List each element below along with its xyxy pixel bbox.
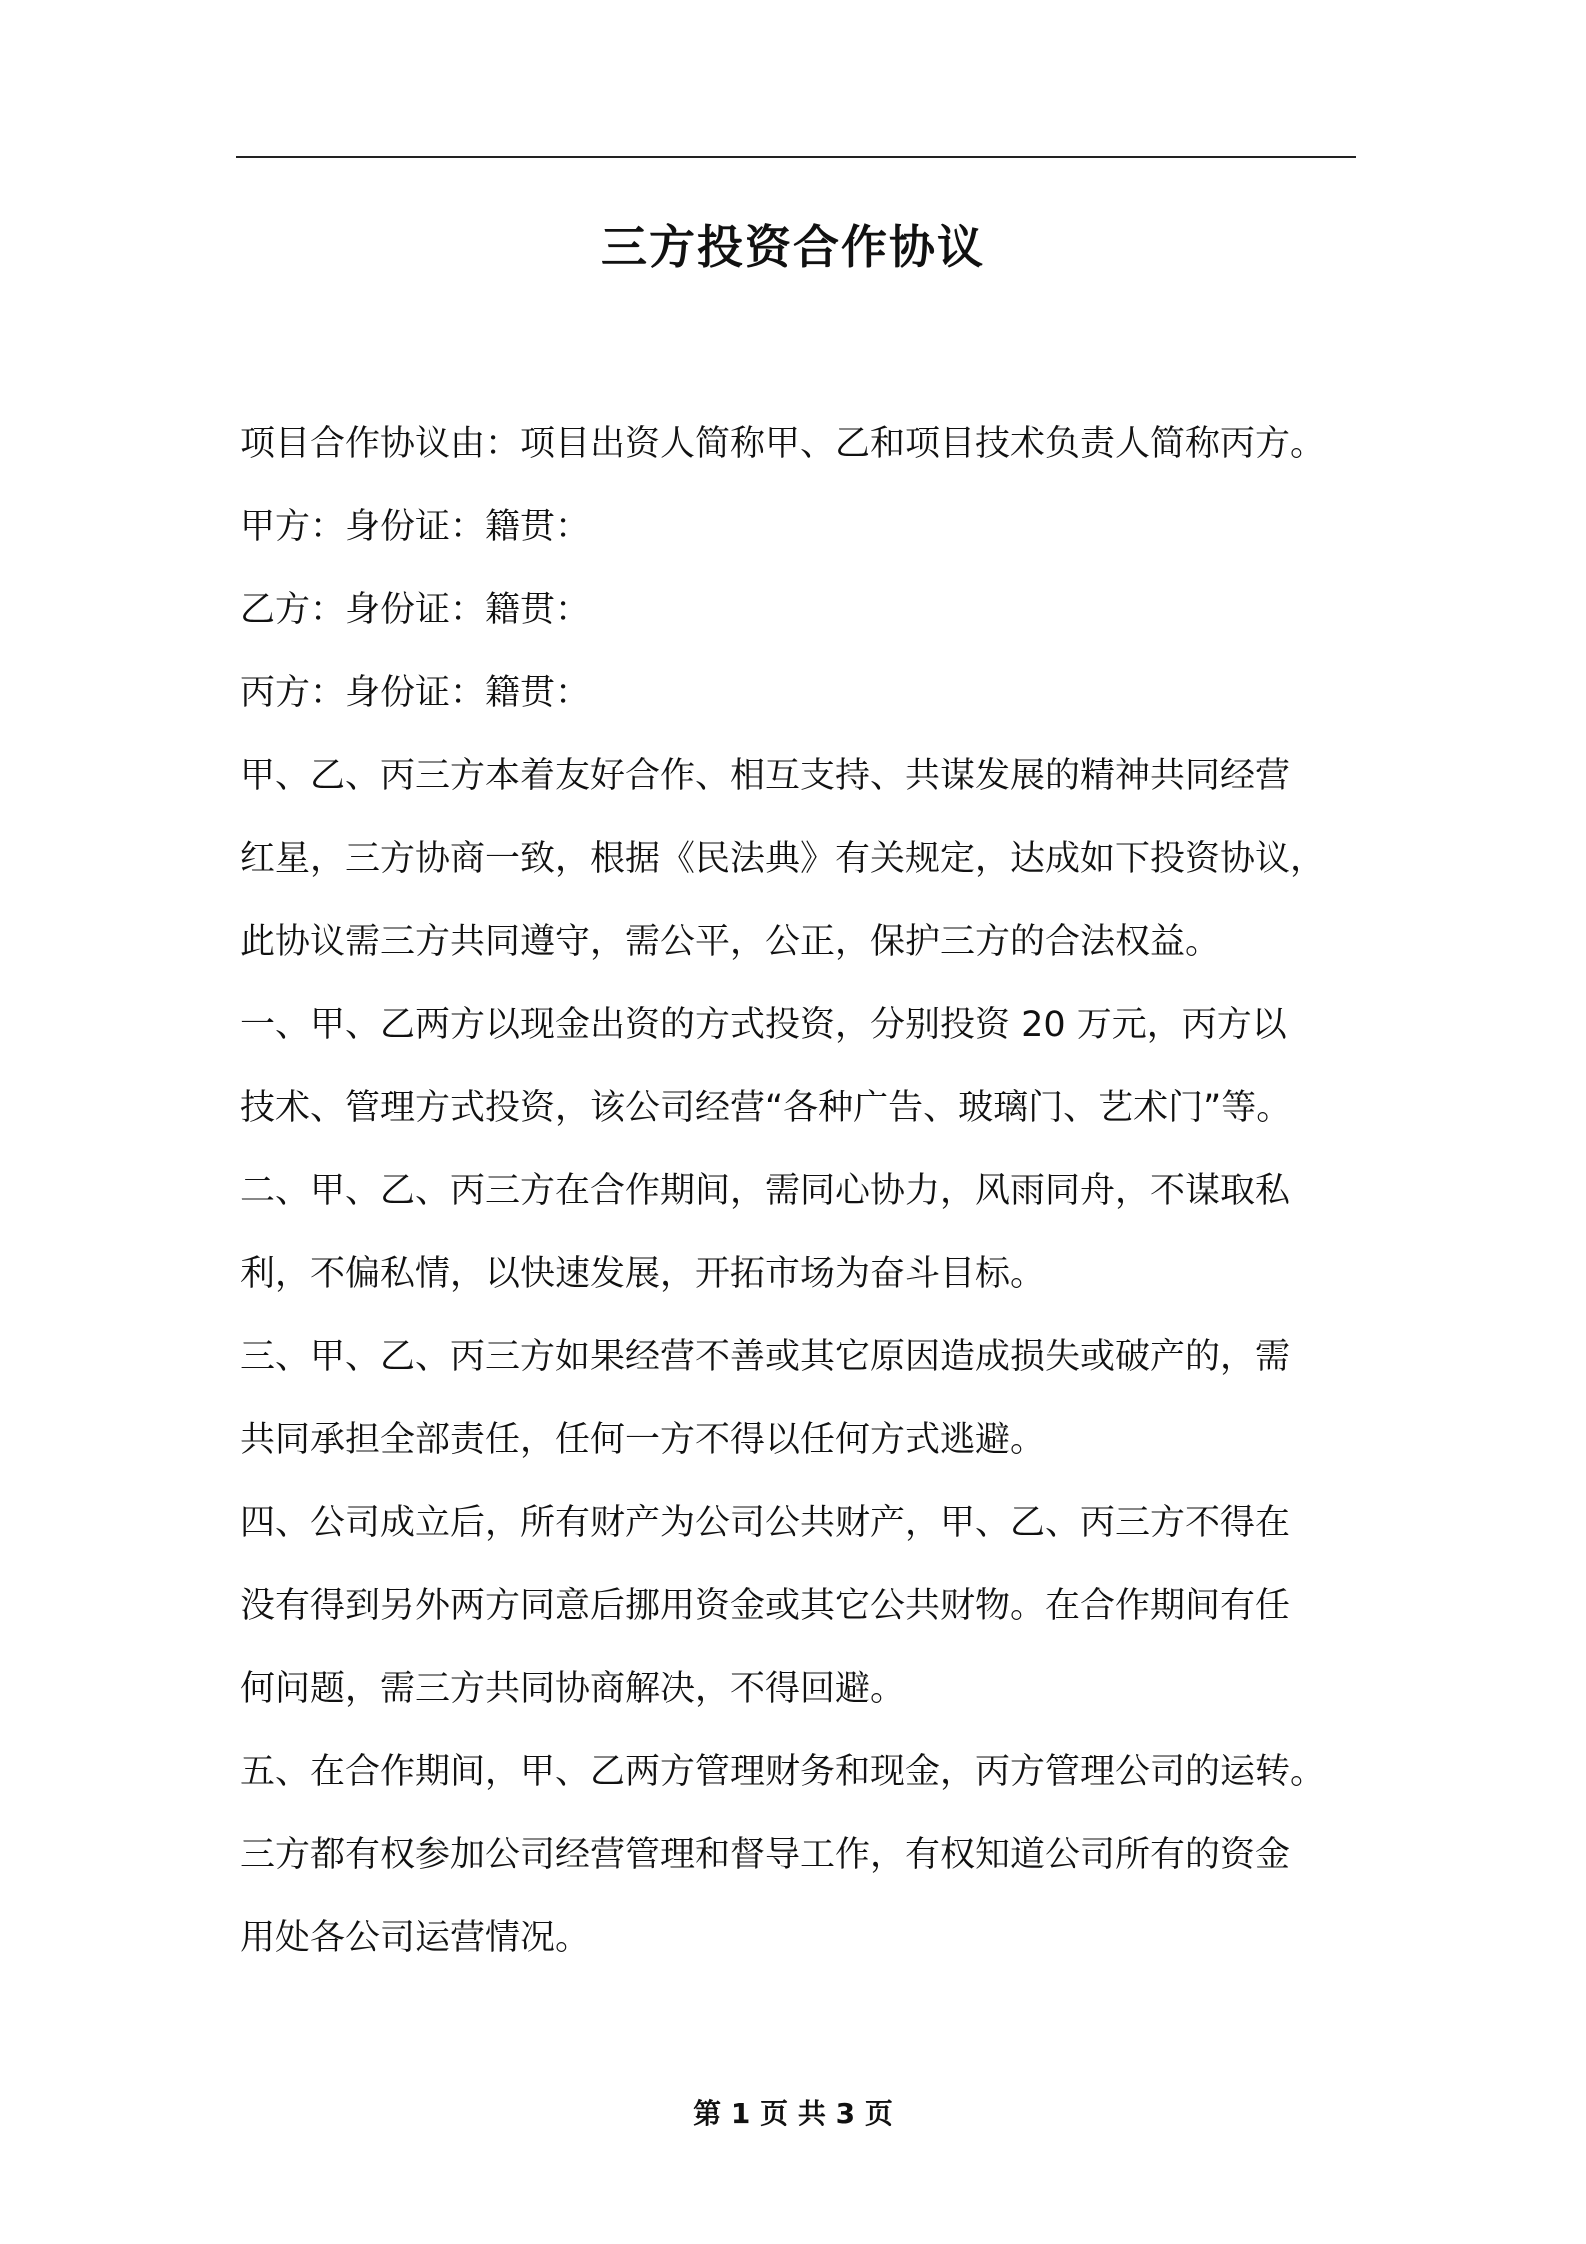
body-line: 利，不偏私情，以快速发展，开拓市场为奋斗目标。 bbox=[240, 1254, 1046, 1294]
document-title: 三方投资合作协议 bbox=[601, 220, 985, 274]
body-line: 二、甲、乙、丙三方在合作期间，需同心协力，风雨同舟，不谋取私 bbox=[240, 1171, 1291, 1211]
body-line: 一、甲、乙两方以现金出资的方式投资，分别投资 20 万元，丙方以 bbox=[240, 1005, 1287, 1045]
body-line: 三、甲、乙、丙三方如果经营不善或其它原因造成损失或破产的，需 bbox=[240, 1337, 1291, 1377]
body-line: 用处各公司运营情况。 bbox=[240, 1918, 591, 1958]
body-line: 项目合作协议由：项目出资人简称甲、乙和项目技术负责人简称丙方。 bbox=[240, 424, 1326, 464]
body-line: 共同承担全部责任，任何一方不得以任何方式逃避。 bbox=[240, 1420, 1046, 1460]
body-line: 红星，三方协商一致，根据《民法典》有关规定，达成如下投资协议， bbox=[240, 839, 1326, 879]
body-line: 丙方：身份证：籍贯： bbox=[240, 673, 591, 713]
body-line: 甲方：身份证：籍贯： bbox=[240, 507, 591, 547]
header-divider bbox=[236, 156, 1356, 158]
body-line: 三方都有权参加公司经营管理和督导工作，有权知道公司所有的资金 bbox=[240, 1835, 1291, 1875]
body-line: 没有得到另外两方同意后挪用资金或其它公共财物。在合作期间有任 bbox=[240, 1586, 1291, 1626]
document-body bbox=[240, 403, 1360, 1980]
body-line: 何问题，需三方共同协商解决，不得回避。 bbox=[240, 1669, 906, 1709]
body-line: 技术、管理方式投资，该公司经营“各种广告、玻璃门、艺术门”等。 bbox=[240, 1088, 1292, 1128]
body-line: 此协议需三方共同遵守，需公平，公正，保护三方的合法权益。 bbox=[240, 922, 1221, 962]
body-line: 五、在合作期间，甲、乙两方管理财务和现金，丙方管理公司的运转。 bbox=[240, 1752, 1326, 1792]
body-line: 甲、乙、丙三方本着友好合作、相互支持、共谋发展的精神共同经营 bbox=[240, 756, 1291, 796]
body-line: 四、公司成立后，所有财产为公司公共财产，甲、乙、丙三方不得在 bbox=[240, 1503, 1291, 1543]
body-line: 乙方：身份证：籍贯： bbox=[240, 590, 591, 630]
page-number-footer: 第 1 页 共 3 页 bbox=[693, 2097, 893, 2130]
